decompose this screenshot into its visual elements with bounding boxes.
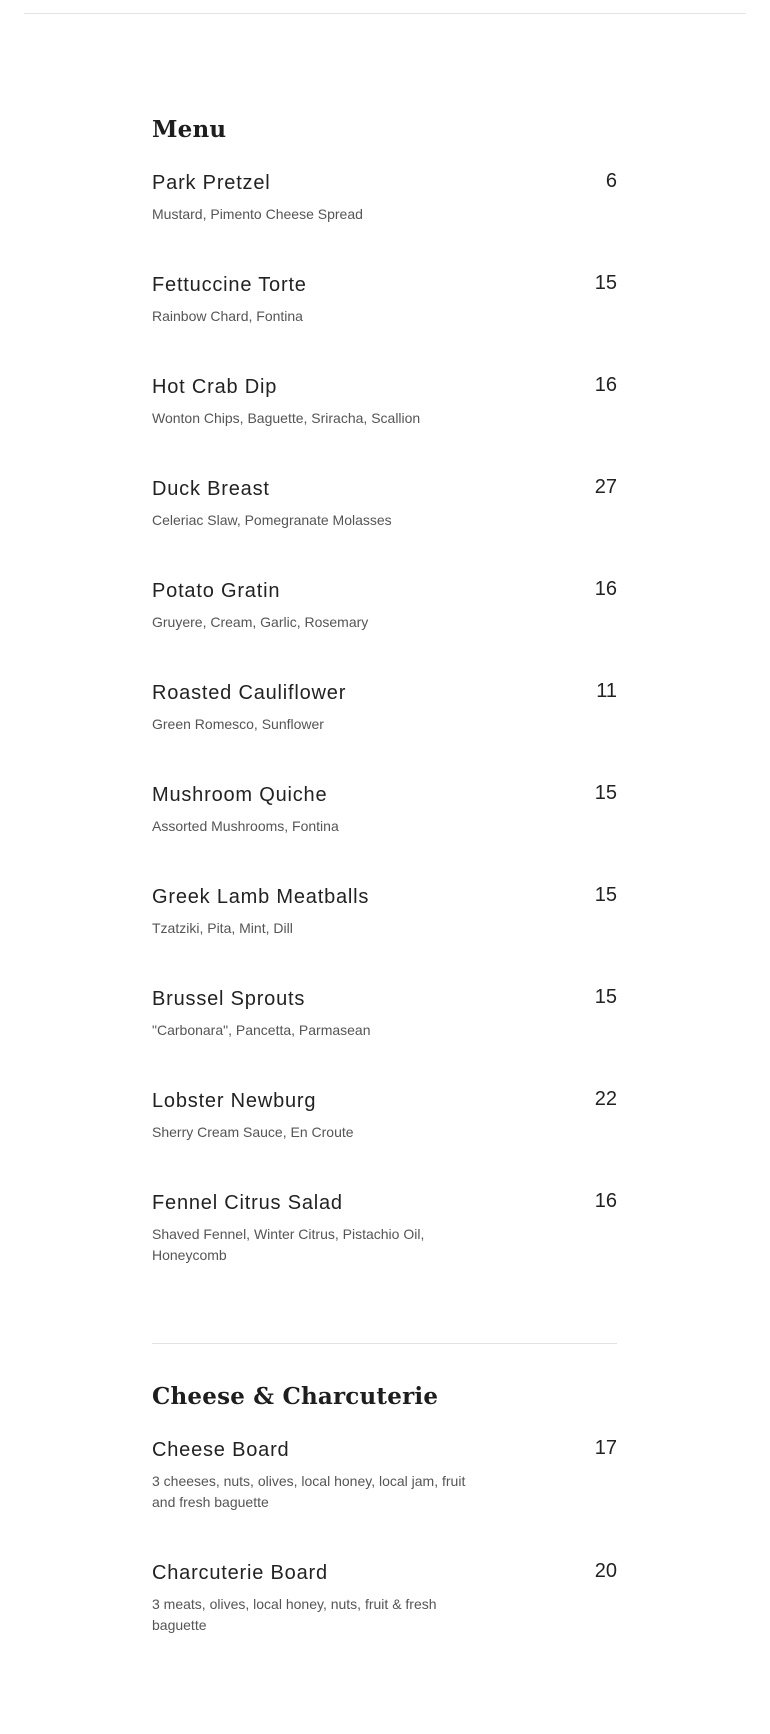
item-description: Gruyere, Cream, Garlic, Rosemary (152, 614, 369, 630)
section-divider (152, 1343, 617, 1344)
section-title-cheese-charcuterie: Cheese & Charcuterie (152, 1383, 439, 1410)
item-name: Duck Breast (152, 478, 270, 500)
item-price: 6 (605, 170, 617, 192)
item-name: Mushroom Quiche (152, 784, 328, 806)
item-name: Fettuccine Torte (152, 274, 307, 296)
item-name: Hot Crab Dip (152, 376, 278, 398)
item-price: 17 (594, 1437, 617, 1459)
item-description: Green Romesco, Sunflower (152, 716, 324, 732)
item-description: Celeriac Slaw, Pomegranate Molasses (152, 512, 392, 528)
item-description: 3 cheeses, nuts, olives, local honey, local jam, fruit and fresh baguette (152, 1473, 466, 1510)
item-name: Greek Lamb Meatballs (152, 886, 370, 908)
item-price: 16 (594, 578, 617, 600)
item-description: Shaved Fennel, Winter Citrus, Pistachio Oil, Honeycomb (152, 1226, 425, 1263)
item-description: Mustard, Pimento Cheese Spread (152, 206, 363, 222)
item-price: 15 (594, 884, 617, 906)
top-divider (24, 13, 746, 14)
item-name: Cheese Board (152, 1439, 290, 1461)
item-description: 3 meats, olives, local honey, nuts, fruit & fresh baguette (152, 1596, 437, 1633)
item-description: Rainbow Chard, Fontina (152, 308, 303, 324)
item-name: Lobster Newburg (152, 1090, 317, 1112)
item-price: 20 (594, 1560, 617, 1582)
item-price: 27 (594, 476, 617, 498)
item-name: Brussel Sprouts (152, 988, 306, 1010)
item-name: Roasted Cauliflower (152, 682, 347, 704)
item-description: Tzatziki, Pita, Mint, Dill (152, 920, 293, 936)
item-price: 16 (594, 374, 617, 396)
item-name: Fennel Citrus Salad (152, 1192, 343, 1214)
item-price: 15 (594, 986, 617, 1008)
item-price: 11 (596, 680, 617, 702)
item-name: Potato Gratin (152, 580, 281, 602)
item-name: Charcuterie Board (152, 1562, 328, 1584)
section-title-menu: Menu (152, 116, 227, 143)
item-description: "Carbonara", Pancetta, Parmasean (152, 1022, 371, 1038)
item-price: 15 (594, 782, 617, 804)
item-description: Sherry Cream Sauce, En Croute (152, 1124, 354, 1140)
item-price: 22 (594, 1088, 617, 1110)
item-price: 16 (594, 1190, 617, 1212)
item-price: 15 (594, 272, 617, 294)
item-description: Assorted Mushrooms, Fontina (152, 818, 339, 834)
item-name: Park Pretzel (152, 172, 271, 194)
item-description: Wonton Chips, Baguette, Sriracha, Scallion (152, 410, 421, 426)
